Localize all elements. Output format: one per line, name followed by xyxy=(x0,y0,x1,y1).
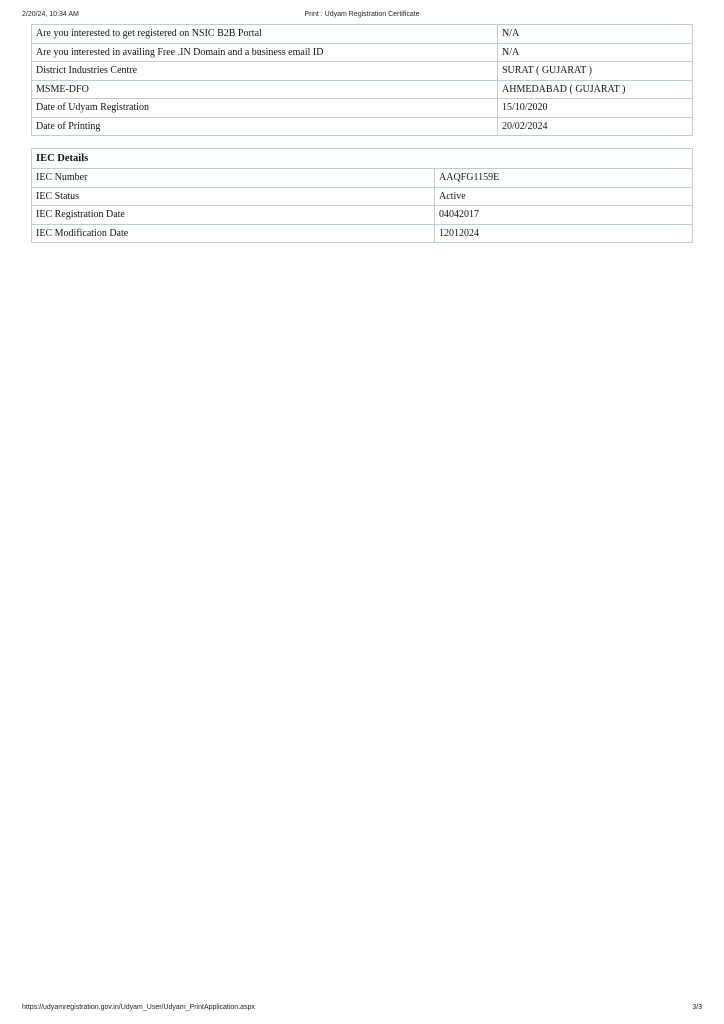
row-value: 04042017 xyxy=(435,206,693,225)
table-row xyxy=(32,224,693,243)
general-details-table xyxy=(31,24,693,136)
table-row xyxy=(32,43,693,62)
row-value: SURAT ( GUJARAT ) xyxy=(498,62,693,81)
print-title: Print : Udyam Registration Certificate xyxy=(304,11,420,18)
row-label: IEC Status xyxy=(32,187,435,206)
row-value: N/A xyxy=(498,25,693,44)
row-value: 15/10/2020 xyxy=(498,99,693,118)
row-label: Are you interested to get registered on NSIC B2B Portal xyxy=(32,25,498,44)
table-row xyxy=(32,25,693,44)
table-row xyxy=(32,99,693,118)
row-label: Are you interested in availing Free .IN Domain and a business email ID xyxy=(32,43,498,62)
row-label: Date of Udyam Registration xyxy=(32,99,498,118)
row-value: AAQFG1159E xyxy=(435,169,693,188)
row-label: Date of Printing xyxy=(32,117,498,136)
table-header-row xyxy=(32,149,693,169)
row-value: Active xyxy=(435,187,693,206)
table-row xyxy=(32,169,693,188)
row-value: N/A xyxy=(498,43,693,62)
print-header xyxy=(0,11,724,21)
iec-details-heading: IEC Details xyxy=(32,149,693,169)
table-row xyxy=(32,117,693,136)
row-label: IEC Registration Date xyxy=(32,206,435,225)
table-row xyxy=(32,62,693,81)
page-number: 3/3 xyxy=(692,1004,702,1011)
print-footer xyxy=(0,1004,724,1014)
iec-details-table xyxy=(31,148,693,243)
row-value: 20/02/2024 xyxy=(498,117,693,136)
row-value: 12012024 xyxy=(435,224,693,243)
row-label: IEC Number xyxy=(32,169,435,188)
row-label: IEC Modification Date xyxy=(32,224,435,243)
print-url: https://udyamregistration.gov.in/Udyam_User/Udyam_PrintApplication.aspx xyxy=(22,1004,255,1011)
table-row xyxy=(32,187,693,206)
row-value: AHMEDABAD ( GUJARAT ) xyxy=(498,80,693,99)
print-datetime: 2/20/24, 10:34 AM xyxy=(22,11,79,18)
row-label: District Industries Centre xyxy=(32,62,498,81)
table-row xyxy=(32,206,693,225)
row-label: MSME-DFO xyxy=(32,80,498,99)
table-row xyxy=(32,80,693,99)
